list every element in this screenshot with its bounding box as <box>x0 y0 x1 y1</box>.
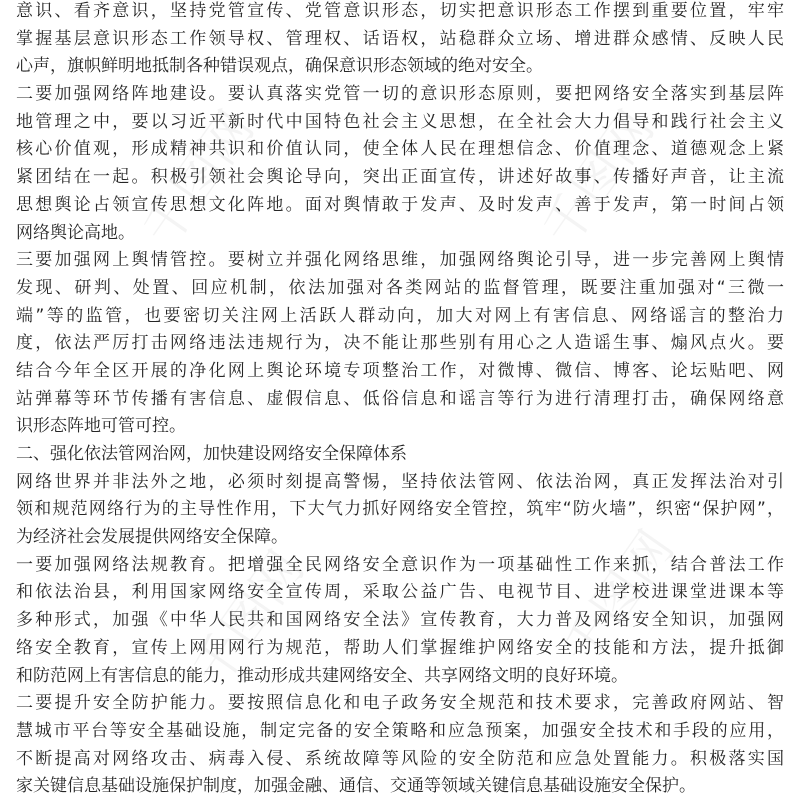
paragraph <box>16 469 784 552</box>
text-line: 络安全教育，宣传上网用网行为规范，帮助人们掌握维护网络安全的技能和方法，提升抵御 <box>16 637 784 658</box>
text-line: 为经济社会发展提供网络安全保障。 <box>16 527 288 548</box>
text-line: 站弹幕等环节传播有害信息、虚假信息、低俗信息和谣言等行为进行清理打击，确保网络意 <box>16 388 784 409</box>
text-line: 地管理之中，要以习近平新时代中国特色社会主义思想，在全社会大力倡导和践行社会主义 <box>16 111 784 132</box>
text-line: 思想舆论占领宣传思想文化阵地。面对舆情敢于发声、及时发声、善于发声，第一时间占领 <box>16 194 784 215</box>
text-line: 和依法治县，利用国家网络安全宣传周，采取公益广告、电视节目、进学校进课堂进课本等 <box>16 582 784 603</box>
text-line: 和防范网上有害信息的能力，推动形成共建网络安全、共享网络文明的良好环境。 <box>16 665 628 686</box>
paragraph <box>16 81 784 247</box>
text-line: 意识、看齐意识，坚持党管宣传、党管意识形态，切实把意识形态工作摆到重要位置，牢牢 <box>16 1 784 21</box>
text-line: 度，依法严厉打击网络违法违规行为，决不能让那些别有用心之人造谣生事、煽风点火。要 <box>16 333 784 354</box>
text-line: 核心价值观，形成精神共识和价值认同，使全体人民在理想信念、价值理念、道德观念上紧 <box>16 139 784 160</box>
paragraph <box>16 0 784 81</box>
text-line: 紧团结在一起。积极引领社会舆论导向，突出正面宣传，讲述好故事、传播好声音，让主流 <box>16 167 784 188</box>
text-line: 结合今年全区开展的净化网上舆论环境专项整治工作，对微博、微信、博客、论坛贴吧、网 <box>16 360 784 381</box>
text-line: 掌握基层意识形态工作领导权、管理权、话语权，站稳群众立场、增进群众感情、反映人民 <box>16 28 784 49</box>
text-line: 二、强化依法管网治网，加快建设网络安全保障体系 <box>16 444 407 464</box>
text-line: 多种形式，加强《中华人民共和国网络安全法》宣传教育，大力普及网络安全知识，加强网 <box>16 610 784 631</box>
paragraph <box>16 247 784 441</box>
text-line: 心声，旗帜鲜明地抵制各种错误观点，确保意识形态领域的绝对安全。 <box>16 56 543 77</box>
text-line: 网络舆论高地。 <box>16 222 135 243</box>
paragraph <box>16 441 784 469</box>
document-body <box>16 0 784 801</box>
text-line: 领和规范网络行为的主导性作用，下大气力抓好网络安全管控，筑牢“防火墙”，织密“保护网”， <box>16 499 784 520</box>
text-line: 网络世界并非法外之地，必须时刻提高警惕，坚持依法管网、依法治网，真正发挥法治对引 <box>16 471 784 492</box>
text-line: 二要提升安全防护能力。要按照信息化和电子政务安全规范和技术要求，完善政府网站、智 <box>16 693 784 714</box>
text-line: 一要加强网络法规教育。把增强全民网络安全意识作为一项基础性工作来抓，结合普法工作 <box>16 554 784 575</box>
text-line: 三要加强网上舆情管控。要树立并强化网络思维，加强网络舆论引导，进一步完善网上舆情 <box>16 250 784 271</box>
text-line: 不断提高对网络攻击、病毒入侵、系统故障等风险的安全防范和应急处置能力。积极落实国 <box>16 748 784 769</box>
paragraph <box>16 552 784 690</box>
text-line: 二要加强网络阵地建设。要认真落实党管一切的意识形态原则，要把网络安全落实到基层阵 <box>16 84 784 105</box>
text-line: 家关键信息基础设施保护制度，加强金融、通信、交通等领域关键信息基础设施安全保护。 <box>16 776 696 797</box>
text-line: 慧城市平台等安全基础设施，制定完备的安全策略和应急预案，加强安全技术和手段的应用， <box>16 720 784 741</box>
text-line: 发现、研判、处置、回应机制，依法加强对各类网站的监督管理，既要注重加强对“三微一 <box>16 277 784 298</box>
paragraph <box>16 690 784 801</box>
text-line: 识形态阵地可管可控。 <box>16 416 186 437</box>
text-line: 端”等的监管，也要密切关注网上活跃人群动向，加大对网上有害信息、网络谣言的整治力 <box>16 305 784 326</box>
